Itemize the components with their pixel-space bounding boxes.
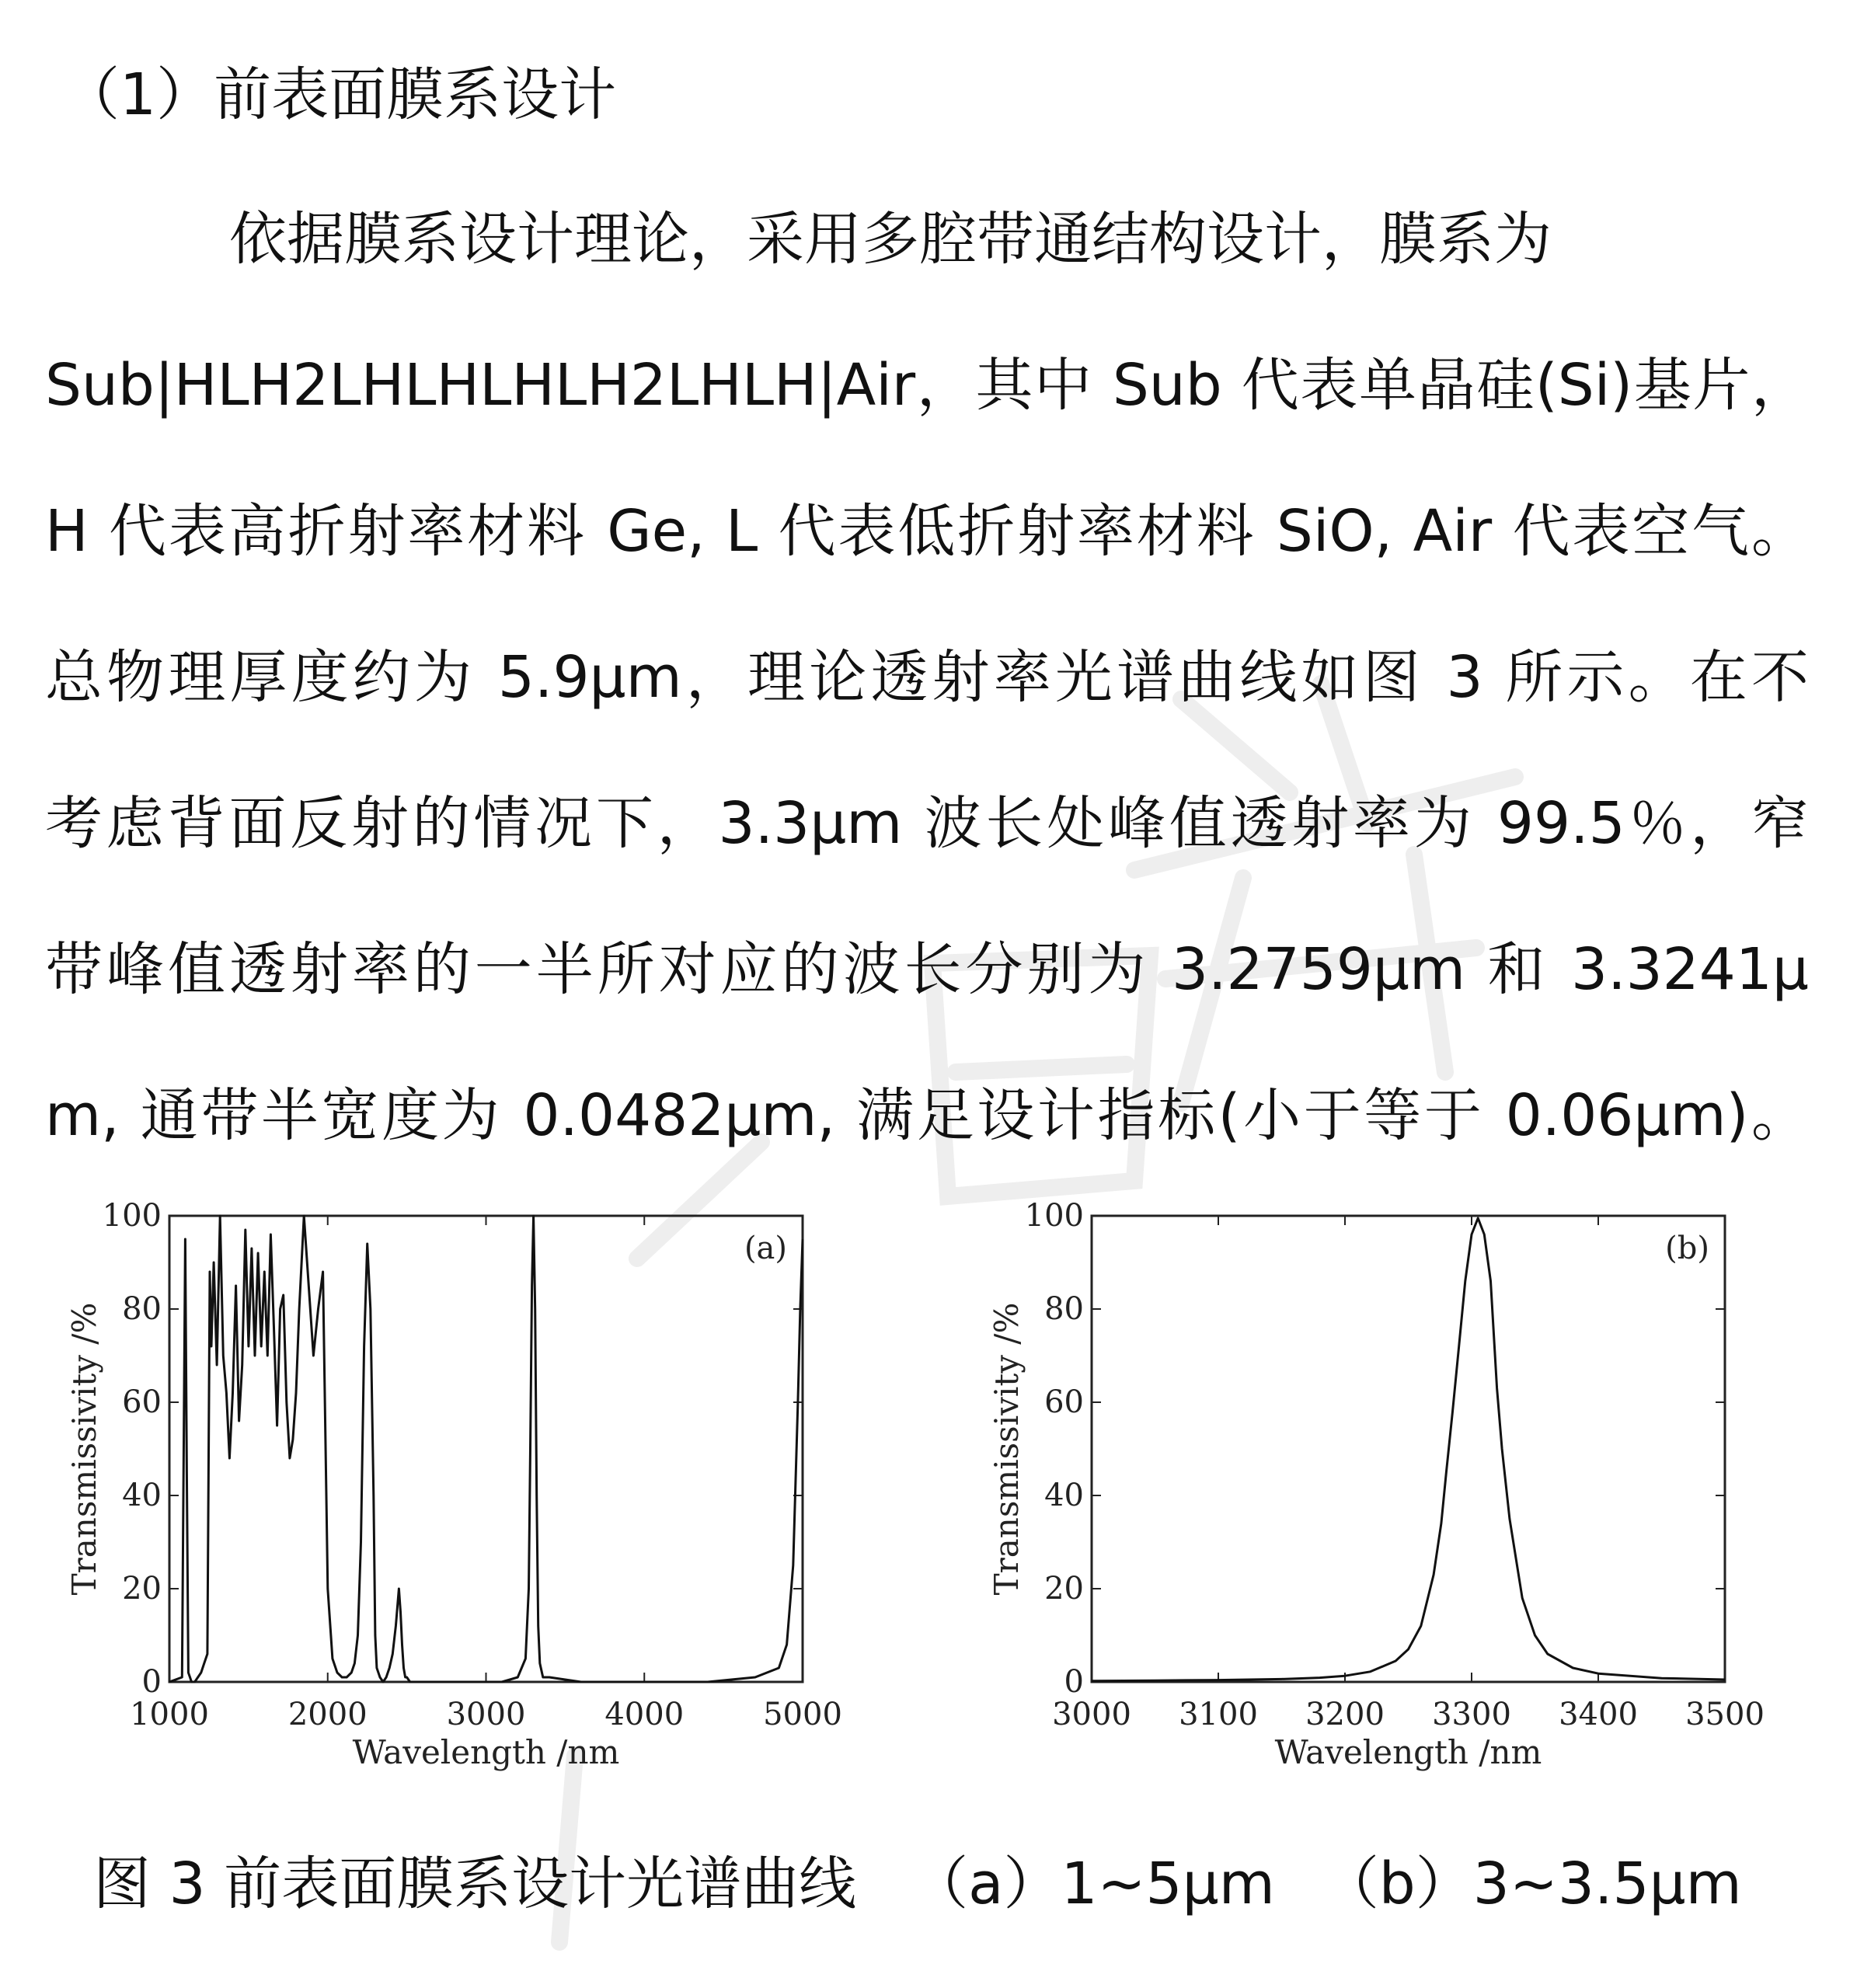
y-tick-label: 100 — [1024, 1198, 1084, 1234]
y-tick-label: 0 — [1064, 1664, 1084, 1700]
paragraph-line: H 代表高折射率材料 Ge, L 代表低折射率材料 SiO, Air 代表空气。 — [45, 498, 1809, 565]
paragraph-line: 带峰值透射率的一半所对应的波长分别为 3.2759μm 和 3.3241μ — [45, 936, 1809, 1003]
caption-part-a: （a）1~5μm — [911, 1850, 1275, 1917]
x-tick-label: 3400 — [1559, 1697, 1638, 1732]
x-tick-label: 3000 — [1052, 1697, 1131, 1732]
y-tick-label: 40 — [122, 1478, 162, 1513]
y-tick-label: 20 — [122, 1571, 162, 1607]
figure-3-charts — [0, 1165, 1850, 1810]
x-tick-label: 3100 — [1179, 1697, 1258, 1732]
x-tick-label: 3200 — [1305, 1697, 1385, 1732]
x-tick-label: 3500 — [1685, 1697, 1765, 1732]
chart-panel-a — [65, 1198, 842, 1771]
y-tick-label: 0 — [141, 1664, 162, 1700]
y-tick-label: 80 — [1044, 1291, 1084, 1327]
caption-part-b: （b）3~3.5μm — [1321, 1850, 1742, 1917]
paragraph-line: 总物理厚度约为 5.9μm，理论透射率光谱曲线如图 3 所示。在不 — [45, 644, 1809, 711]
panel-label: (a) — [744, 1231, 787, 1266]
y-tick-label: 60 — [122, 1384, 162, 1420]
x-axis-label: Wavelength /nm — [352, 1733, 620, 1771]
y-tick-label: 20 — [1044, 1571, 1084, 1607]
paragraph-line: 依据膜系设计理论，采用多腔带通结构设计，膜系为 — [229, 206, 1552, 273]
y-tick-label: 40 — [1044, 1478, 1084, 1513]
y-tick-label: 100 — [102, 1198, 162, 1234]
y-axis-label: Transmissivity /% — [65, 1302, 103, 1596]
x-tick-label: 5000 — [763, 1697, 842, 1732]
panel-label: (b) — [1665, 1231, 1709, 1266]
x-tick-label: 4000 — [604, 1697, 685, 1732]
paragraph-line: m, 通带半宽度为 0.0482μm, 满足设计指标(小于等于 0.06μm)。 — [45, 1082, 1809, 1149]
plot-frame — [1092, 1216, 1725, 1682]
section-heading: （1）前表面膜系设计 — [62, 61, 617, 128]
x-axis-label: Wavelength /nm — [1274, 1733, 1542, 1771]
y-tick-label: 80 — [122, 1291, 162, 1327]
chart-panel-b — [988, 1198, 1765, 1771]
series-line — [169, 1216, 803, 1682]
figure-caption — [93, 1837, 1742, 1931]
x-tick-label: 3000 — [446, 1697, 526, 1732]
y-axis-label: Transmissivity /% — [988, 1302, 1026, 1596]
paragraph-line: Sub|HLH2LHLHLHLH2LHLH|Air，其中 Sub 代表单晶硅(Si)基片， — [45, 352, 1809, 419]
y-tick-label: 60 — [1044, 1384, 1084, 1420]
x-tick-label: 1000 — [130, 1697, 209, 1732]
x-tick-label: 3300 — [1432, 1697, 1511, 1732]
x-tick-label: 2000 — [287, 1697, 368, 1732]
paragraph-line: 考虑背面反射的情况下，3.3μm 波长处峰值透射率为 99.5％，窄 — [45, 790, 1809, 857]
caption-figure: 图 3 前表面膜系设计光谱曲线 — [93, 1850, 857, 1917]
series-line — [1092, 1218, 1725, 1681]
